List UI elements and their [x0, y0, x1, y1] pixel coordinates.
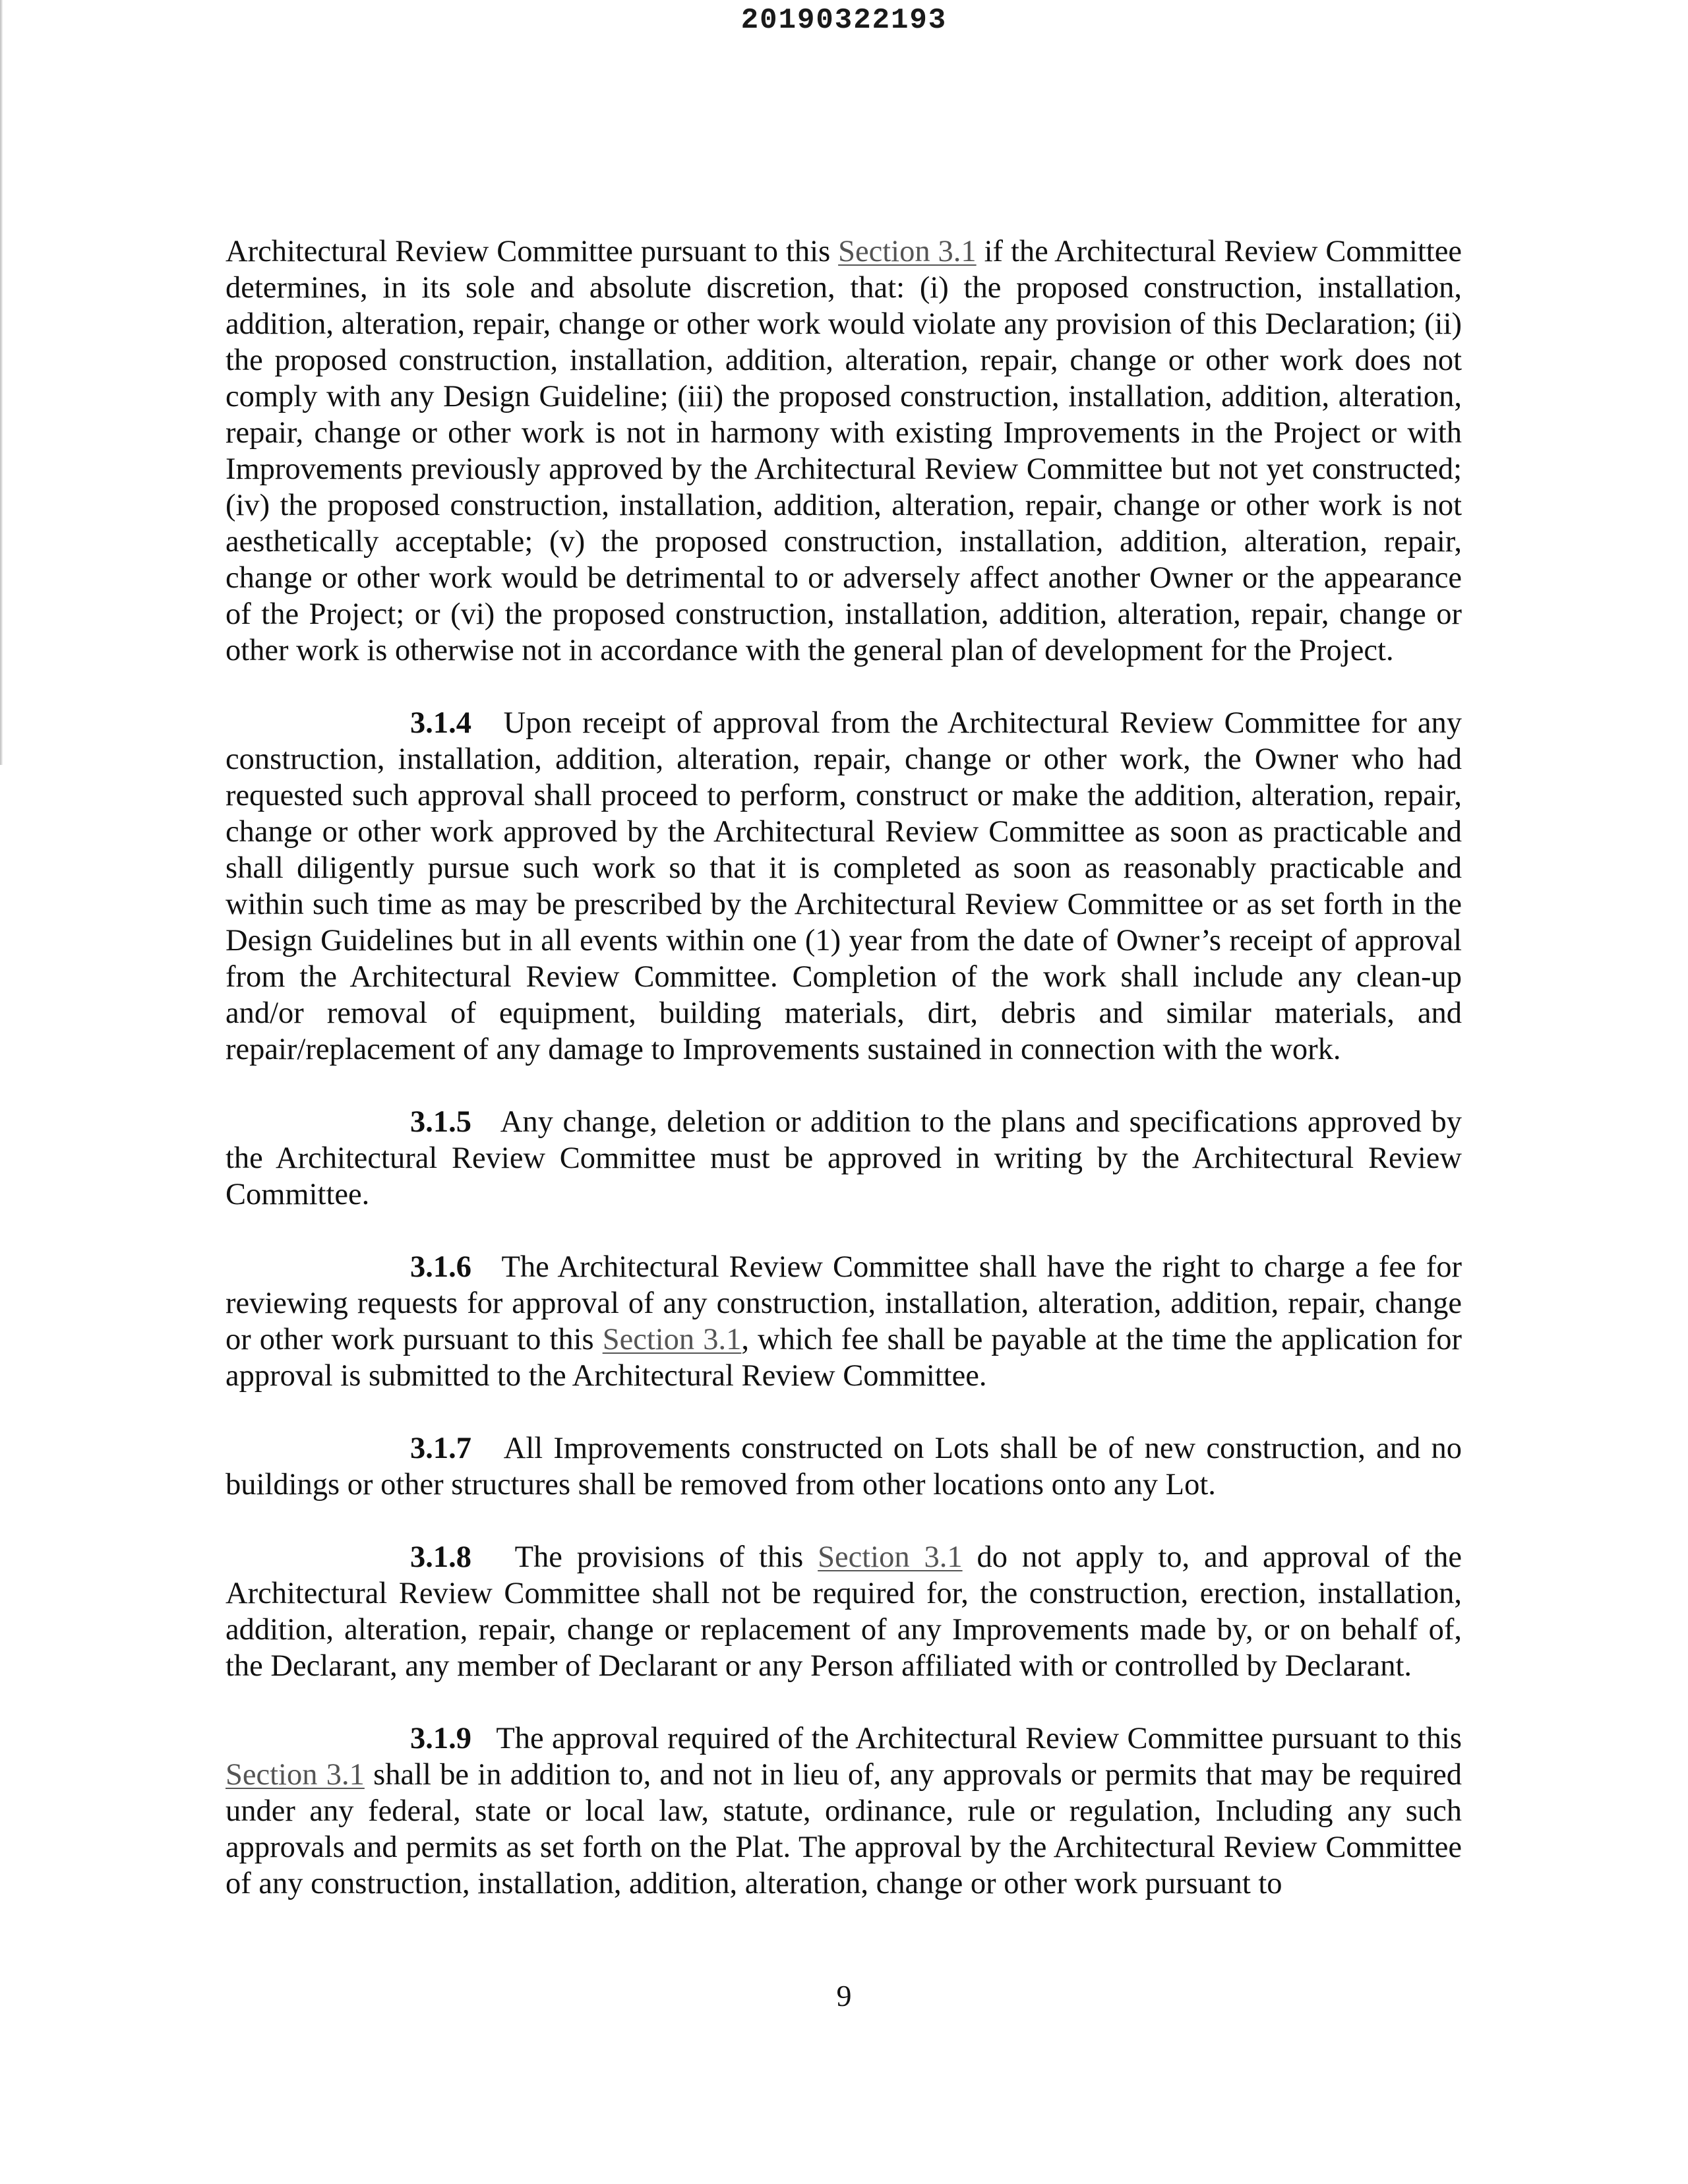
text-run: All Improvements constructed on Lots shall be of new construction, and no buildings or other structures shall be removed from other locations onto any Lot.: [226, 1432, 1462, 1502]
section-number: 3.1.6: [410, 1250, 471, 1284]
section-number: 3.1.4: [410, 706, 471, 740]
text-run: The Architectural Review Committee shall have the right to charge a fee for reviewing requests for approval of any construction, installation, alteration, addition, repair, change or other work pursuant to this: [226, 1250, 1462, 1356]
text-run: The provisions of this: [514, 1540, 818, 1574]
text-run: Upon receipt of approval from the Architectural Review Committee for any construction, installation, addition, alteration, repair, change or other work, the Owner who had requested such approval shall proceed to perform, construct or make the addition, alteration, repair, change or other work approved by the Architectural Review Committee as soon as practicable and shall diligently pursue such work so that it is completed as soon as reasonably practicable and within such time as may be prescribed by the Architectural Review Committee or as set forth in the Design Guidelines but in all events within one (1) year from the date of Owner’s receipt of approval from the Architectural Review Committee. Completion of the work shall include any clean-up and/or removal of equipment, building materials, dirt, debris and similar materials, and repair/replacement of any damage to Improvements sustained in connection with the work.: [226, 706, 1462, 1066]
paragraph-3-1-7: [226, 1430, 1462, 1503]
text-run: Any change, deletion or addition to the plans and specifications approved by the Architectural Review Committee must be approved in writing by the Architectural Review Committee.: [226, 1105, 1462, 1211]
section-reference-link: Section 3.1: [602, 1323, 742, 1356]
paragraph-3-1-4: [226, 705, 1462, 1068]
paragraph-3-1-5: [226, 1104, 1462, 1213]
text-run: , which fee shall be payable at the time the application for approval is submitted to the Architectural Review Committee.: [226, 1323, 1462, 1393]
section-number: 3.1.7: [410, 1432, 471, 1465]
section-number: 3.1.9: [410, 1722, 471, 1755]
section-number: 3.1.8: [410, 1540, 471, 1574]
text-run: do not apply to, and approval of the Architectural Review Committee shall not be required for, the construction, erection, installation, addition, alteration, repair, change or replacement of any Improvements made by, or on behalf of, the Declarant, any member of Declarant or any Person affiliated with or controlled by Declarant.: [226, 1540, 1462, 1683]
section-number: 3.1.5: [410, 1105, 471, 1139]
document-body: [226, 233, 1462, 1902]
text-run: shall be in addition to, and not in lieu of, any approvals or permits that may be required under any federal, state or local law, statute, ordinance, rule or regulation, Including any such approvals and permits as set forth on the Plat. The approval by the Architectural Review Committee of any construction, installation, addition, alteration, change or other work pursuant to: [226, 1758, 1462, 1900]
section-reference-link: Section 3.1: [226, 1758, 365, 1792]
scan-edge: [0, 0, 3, 765]
section-reference-link: Section 3.1: [838, 235, 977, 268]
text-run: The approval required of the Architectural Review Committee pursuant to this: [496, 1722, 1462, 1755]
document-number: 20190322193: [740, 4, 948, 37]
paragraph-3-1-9: [226, 1720, 1462, 1902]
section-reference-link: Section 3.1: [818, 1540, 963, 1574]
paragraph-3-1-8: [226, 1539, 1462, 1684]
text-run: Architectural Review Committee pursuant to this: [226, 235, 839, 268]
paragraph-continuation: [226, 233, 1462, 669]
page-number: 9: [836, 1979, 852, 2013]
text-run: if the Architectural Review Committee determines, in its sole and absolute discretion, that: (i) the proposed construction, installation, addition, alteration, repair, change or other work would violate any provision of this Declaration; (ii) the proposed construction, installation, addition, alteration, repair, change or other work does not comply with any Design Guideline; (iii) the proposed construction, installation, addition, alteration, repair, change or other work is not in harmony with existing Improvements in the Project or with Improvements previously approved by the Architectural Review Committee but not yet constructed; (iv) the proposed construction, installation, addition, alteration, repair, change or other work is not aesthetically acceptable; (v) the proposed construction, installation, addition, alteration, repair, change or other work would be detrimental to or adversely affect another Owner or the appearance of the Project; or (vi) the proposed construction, installation, addition, alteration, repair, change or other work is otherwise not in accordance with the general plan of development for the Project.: [226, 235, 1462, 667]
paragraph-3-1-6: [226, 1249, 1462, 1394]
